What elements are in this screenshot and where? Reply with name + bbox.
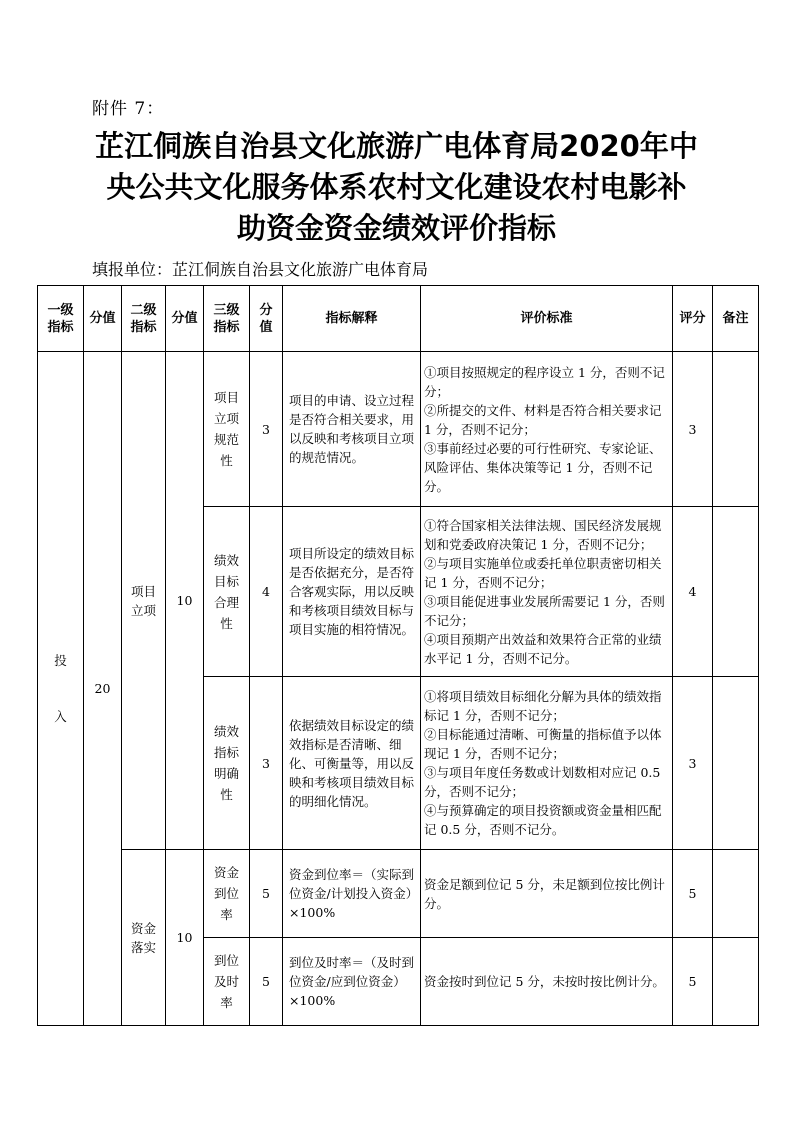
header-level3: 三级 指标 <box>204 286 250 352</box>
level3-name: 绩效 目标 合理 性 <box>204 507 250 677</box>
evaluation-criteria <box>421 507 709 677</box>
table-row <box>38 850 759 938</box>
criteria-line: ②所提交的文件、材料是否符合相关要求记 1 分，否则不记分； <box>424 402 662 437</box>
attachment-label: 附件 7： <box>92 99 165 119</box>
rating-cell: 3 <box>673 677 713 850</box>
rating-cell: 4 <box>673 507 713 677</box>
remark-cell <box>713 850 759 938</box>
header-rating: 评分 <box>673 286 713 352</box>
indicator-explanation: 到位及时率＝（及时到位资金/应到位资金）×100% <box>283 938 421 1026</box>
header-level1: 一级 指标 <box>38 286 84 352</box>
title-line-1: 芷江侗族自治县文化旅游广电体育局2020年中 <box>95 129 698 163</box>
level3-name: 资金 到位 率 <box>204 850 250 938</box>
criteria-line: 资金足额到位记 5 分，未足额到位按比例计分。 <box>424 876 665 911</box>
remark-cell <box>713 507 759 677</box>
title-line-3: 助资金资金绩效评价指标 <box>236 211 556 245</box>
table-row <box>38 352 759 507</box>
criteria-line: ①项目按照规定的程序设立 1 分，否则不记分； <box>424 364 665 399</box>
level1-cell <box>38 352 84 1026</box>
level1-char-1: 投 <box>54 652 67 668</box>
evaluation-table <box>37 285 759 1026</box>
level3-score: 3 <box>250 677 283 850</box>
level2-name: 资金 落实 <box>122 850 166 1026</box>
rating-cell: 5 <box>673 938 713 1026</box>
header-remark: 备注 <box>713 286 759 352</box>
rating-cell: 5 <box>673 850 713 938</box>
evaluation-criteria <box>421 938 673 1026</box>
criteria-line: ②目标能通过清晰、可衡量的指标值予以体现记 1 分，否则不记分； <box>424 727 662 761</box>
indicator-explanation: 资金到位率＝（实际到位资金/计划投入资金）×100% <box>283 850 421 938</box>
indicator-explanation: 项目的申请、设立过程是否符合相关要求，用以反映和考核项目立项的规范情况。 <box>283 352 421 507</box>
criteria-line: ①将项目绩效目标细化分解为具体的绩效指标记 1 分，否则不记分； <box>424 689 662 723</box>
level3-name: 到位 及时 率 <box>204 938 250 1026</box>
level3-name: 项目 立项 规范 性 <box>204 352 250 507</box>
evaluation-criteria <box>421 850 673 938</box>
header-level2: 二级 指标 <box>122 286 166 352</box>
level1-score: 20 <box>84 352 122 1026</box>
indicator-explanation: 项目所设定的绩效目标是否依据充分，是否符合客观实际，用以反映和考核项目绩效目标与项目实施的相符情况。 <box>283 507 421 677</box>
header-criteria: 评价标准 <box>421 286 673 352</box>
criteria-line: ③与项目年度任务数或计划数相对应记 0.5 分，否则不记分； <box>424 765 661 799</box>
level3-score: 4 <box>250 507 283 677</box>
title-line-2: 央公共文化服务体系农村文化建设农村电影补 <box>106 170 687 204</box>
level3-score: 3 <box>250 352 283 507</box>
header-score1: 分值 <box>84 286 122 352</box>
remark-cell <box>713 938 759 1026</box>
criteria-line: ③事前经过必要的可行性研究、专家论证、风险评估、集体决策等记 1 分，否则不记分。 <box>424 440 662 494</box>
indicator-explanation: 依据绩效目标设定的绩效指标是否清晰、细化、可衡量等，用以反映和考核项目绩效目标的明细化情况。 <box>283 677 421 850</box>
criteria-line: 资金按时到位记 5 分，未按时按比例计分。 <box>424 974 665 989</box>
header-score3: 分 值 <box>250 286 283 352</box>
level3-score: 5 <box>250 938 283 1026</box>
rating-cell: 3 <box>673 352 713 507</box>
level2-score: 10 <box>166 850 204 1026</box>
level1-char-2: 入 <box>54 708 67 724</box>
level3-score: 5 <box>250 850 283 938</box>
level3-name: 绩效 指标 明确 性 <box>204 677 250 850</box>
evaluation-criteria <box>421 352 673 507</box>
criteria-line: ④与预算确定的项目投资额或资金量相匹配记 0.5 分，否则不记分。 <box>424 803 662 837</box>
document-title <box>60 126 733 249</box>
reporting-unit: 填报单位：芷江侗族自治县文化旅游广电体育局 <box>92 260 429 279</box>
remark-cell <box>713 677 759 850</box>
criteria-line: ④项目预期产出效益和效果符合正常的业绩水平记 1 分，否则不记分。 <box>424 631 662 666</box>
level2-name: 项目 立项 <box>122 352 166 850</box>
table-header-row <box>38 286 759 352</box>
remark-cell <box>713 352 759 507</box>
criteria-line: ③项目能促进事业发展所需要记 1 分，否则不记分； <box>424 593 665 628</box>
criteria-line: ①符合国家相关法律法规、国民经济发展规划和党委政府决策记 1 分，否则不记分； ②与项目实施单位或委托单位职责密切相关记 1 分，否则不记分； <box>424 517 709 590</box>
level2-score: 10 <box>166 352 204 850</box>
header-explain: 指标解释 <box>283 286 421 352</box>
evaluation-criteria <box>421 677 673 850</box>
header-score2: 分值 <box>166 286 204 352</box>
